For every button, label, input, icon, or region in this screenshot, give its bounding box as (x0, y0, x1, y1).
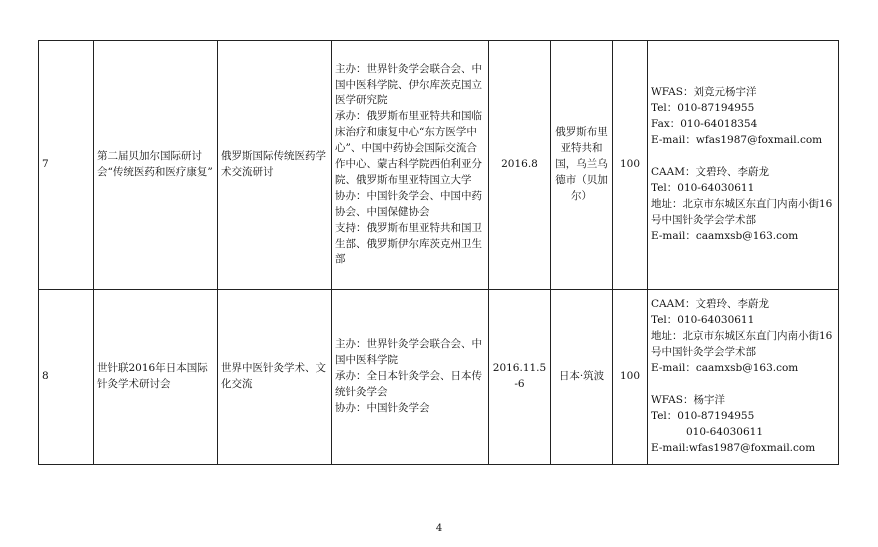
row-number: 7 (39, 41, 94, 290)
attendee-count: 100 (613, 41, 648, 290)
contact-line: E-mail：caamxsb@163.com (651, 229, 799, 242)
contact-line: 010-64030611 (686, 425, 764, 438)
contact-line: CAAM：文碧玲、李蔚龙 (651, 298, 769, 311)
organizer-line: 主办：世界针灸学会联合会、中国中医科学院 (335, 338, 482, 367)
row-number: 8 (39, 290, 94, 465)
contact-cell (648, 290, 839, 465)
organizer-line: 协办：中国针灸学会 (335, 401, 430, 414)
contact-line: Fax：010-64018354 (651, 118, 758, 131)
organizer-line: 主办：世界针灸学会联合会、中国中医科学院、伊尔库茨克国立医学研究院 (335, 62, 482, 107)
conference-place: 俄罗斯布里亚特共和国，乌兰乌德市（贝加尔） (551, 41, 613, 290)
contact-line: WFAS：刘竞元杨宇洋 (651, 86, 757, 99)
contact-line: E-mail：caamxsb@163.com (651, 362, 799, 375)
contact-line: Tel：010-64030611 (651, 314, 755, 327)
contact-line: Tel：010-64030611 (651, 181, 755, 194)
contact-line: CAAM：文碧玲、李蔚龙 (651, 165, 769, 178)
contact-line: Tel：010-87194955 (651, 409, 755, 422)
contact-spacer (651, 377, 835, 393)
conference-date: 2016.11.5-6 (489, 290, 551, 465)
conference-subject: 俄罗斯国际传统医药学术交流研讨 (218, 41, 332, 290)
table-row (39, 290, 839, 465)
contact-line: 地址：北京市东城区东直门内南小街16号中国针灸学会学术部 (651, 330, 833, 359)
organizer-line: 支持：俄罗斯布里亚特共和国卫生部、俄罗斯伊尔库茨克州卫生部 (335, 221, 482, 266)
conference-place: 日本·筑波 (551, 290, 613, 465)
contact-cell (648, 41, 839, 290)
organizer-line: 承办：俄罗斯布里亚特共和国临床治疗和康复中心“东方医学中心”、中国中药协会国际交流合作中心、蒙古科学院西伯利亚分院、俄罗斯布里亚特国立大学 (335, 110, 482, 186)
schedule-table (38, 40, 839, 465)
contact-line: E-mail:wfas1987@foxmail.com (651, 441, 816, 454)
table-row (39, 41, 839, 290)
conference-date: 2016.8 (489, 41, 551, 290)
conference-name: 第二届贝加尔国际研讨会“传统医药和医疗康复” (94, 41, 218, 290)
contact-line: 地址：北京市东城区东直门内南小街16号中国针灸学会学术部 (651, 197, 833, 226)
conference-subject: 世界中医针灸学术、文化交流 (218, 290, 332, 465)
attendee-count: 100 (613, 290, 648, 465)
contact-line: Tel：010-87194955 (651, 102, 755, 115)
organizers-cell (332, 41, 489, 290)
page-number: 4 (435, 523, 443, 534)
contact-line: E-mail：wfas1987@foxmail.com (651, 134, 823, 147)
conference-name: 世针联2016年日本国际针灸学术研讨会 (94, 290, 218, 465)
organizer-line: 协办：中国针灸学会、中国中药协会、中国保健协会 (335, 189, 482, 218)
contact-spacer (651, 149, 835, 165)
organizer-line: 承办：全日本针灸学会、日本传统针灸学会 (335, 370, 482, 398)
contact-line: WFAS：杨宇洋 (651, 393, 725, 406)
organizers-cell (332, 290, 489, 465)
